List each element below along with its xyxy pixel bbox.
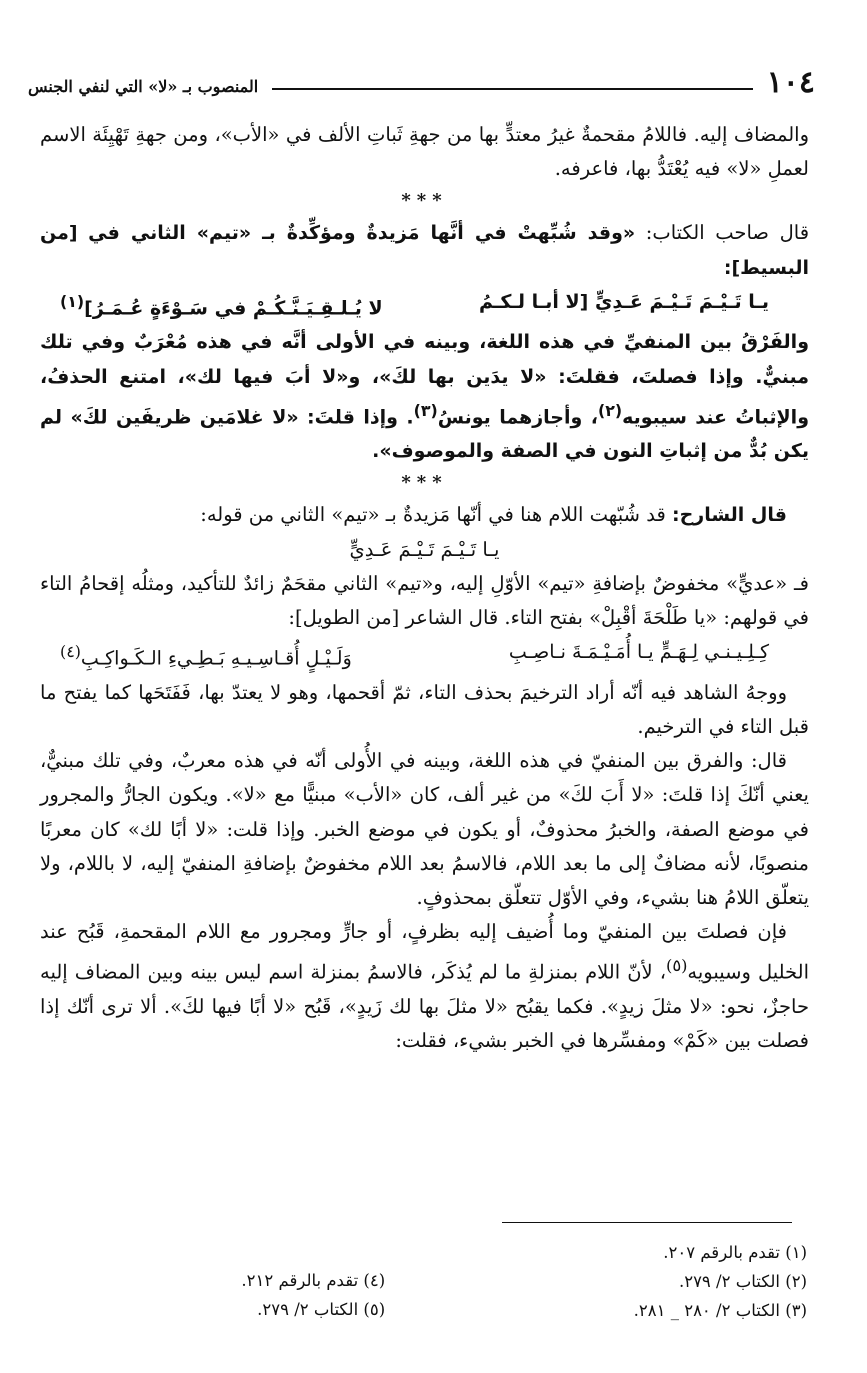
commentary-intro (40, 498, 809, 532)
page-header (28, 58, 815, 98)
footnote-5: (٥) الكتاب ٢/ ٢٧٩. (257, 1300, 386, 1319)
p1-line2: تَهْيِئَة الاسم لعملِ «لا» فيه يُعْتَدُّ بها، فاعرفه. (40, 123, 809, 181)
header-rule (272, 88, 752, 90)
paragraph-5: قال: والفرق بين المنفيّ في هذه اللغة، وبينه في الأُولى أنّه في هذه معربٌ، وفي تلك مبنيٌّ، يعني أنّكَ إذا قلتَ: «لا أَبَ لكَ» من غير ألف، كان «الأب» مبنيًّا مع «لا». ويكون الجارُّ والمجرور في موضع الصفة، والخبرُ محذوفٌ، أو يكون في موضع الخبر. وإذا قلت: «لا أبًا لك» كان معربًا منصوبًا، لأنه مضافٌ إلى ما بعد اللام، فالاسمُ بعد اللام مخفوضٌ بإضافةِ المنفيّ إليه، لا باللام، ولا يتعلّق اللامُ هنا بشيء، وفي الأوّل تتعلّق بمحذوفٍ. (40, 749, 809, 910)
verse-3 (40, 635, 809, 676)
verse3-first-hemistich: كِـلِـيـنـي لِـهَـمٍّ يـا أُمَـيْـمَـةَ نـاصِـبِ (508, 641, 769, 664)
footnotes-column-right (385, 1238, 807, 1325)
footnote-1: (١) تقدم بالرقم ٢٠٧. (663, 1243, 807, 1262)
page-number: ١٠٤ (766, 65, 815, 100)
quote-meter: [من البسيط]: (40, 222, 809, 279)
book-quote (40, 216, 809, 284)
footnote-3: (٣) الكتاب ٢/ ٢٨٠ _ ٢٨١. (633, 1301, 807, 1320)
footnotes-column-left (40, 1238, 385, 1325)
p1-line1: والمضاف إليه. فاللامُ مقحمةٌ غيرُ معتدٍّ بها من جهةِ ثَباتِ الألف في «الأب»، ومن جهةِ (135, 123, 810, 146)
footnote-4: (٤) تقدم بالرقم ٢١٢. (241, 1271, 386, 1290)
paragraph-6 (40, 915, 809, 1058)
quote-bold: «وقد شُبِّهتْ في أنَّها مَزيدةٌ ومؤكِّدةٌ بـ «تيم» الثاني في (88, 222, 636, 245)
footnote-2: (٢) الكتاب ٢/ ٢٧٩. (678, 1272, 807, 1291)
footnote-ref-1: (١) (60, 291, 85, 311)
quote-intro: قال صاحب الكتاب: (635, 221, 810, 245)
footnote-ref-2: (٢) (597, 400, 623, 420)
paragraph-4: ووجهُ الشاهد فيه أنّه أراد الترخيمَ بحذف التاء، ثمّ أقحمها، وهو لا يعتدّ بها، فَفَتَحَها كما يفتح ما قبل التاء في الترخيم. (40, 680, 809, 739)
verse1-first-hemistich: يـا تَـيْـمَ تَـيْـمَ عَـدِيٍّ [لا أبـا لـكـمُ (478, 290, 769, 313)
running-title: المنصوب بـ «لا» التي لنفي الجنس (28, 77, 259, 96)
p2-text-c: . وإذا قلتَ: «لا غلامَين ظريفَين لكَ» لم يكن بُدٌّ من إثباتِ النون في الصفة والموصوف». (40, 406, 809, 463)
section-separator-2: *** (401, 472, 448, 494)
p6-text-b: ، لأنّ اللام بمنزلةِ ما لم يُذكَر، فالاسمُ بمنزلة اسم ليس بينه وبين المضاف إليه حاجزٌ، نحو: «لا مثلَ زيدٍ». فكما يقبُح «لا مثلَ بها لك زَيدٍ»، قَبُح «لا أبًا فيها لكَ». ألا ترى أنّك إذا فصلت بين «كَمْ» ومفسِّرها في الخبر بشيء، فقلت: (40, 960, 809, 1053)
p2-text-b: ، وأجازهما يونسُ (437, 406, 598, 429)
footnote-ref-4: (٤) (60, 642, 81, 662)
verse3-second-hemistich: وَلَـيْـلٍ أُقـاسِـيـهِ بَـطِـيءِ الـكَـواكِـبِ (80, 647, 352, 670)
paragraph-3: فـ «عديٍّ» مخفوضٌ بإضافةِ «تيم» الأوّلِ إليه، و«تيم» الثاني مقحَمٌ زائدٌ للتأكيد، ومثلُه إقحامُ التاء في قولهم: «يا طَلْحَةَ أقْبِلْ» بفتح التاء. قال الشاعر [من الطويل]: (40, 571, 809, 630)
commentary-intro-text: قد شُبّهت اللام هنا في أنّها مَزيدةٌ بـ «تيم» الثاني من قوله: (200, 503, 672, 527)
verse1-second-hemistich: لا يُـلـقِـيَـنَّـكُـمْ في سَـوْءَةٍ عُـمَـرُ] (84, 297, 383, 320)
verse-2: يـا تَـيْـمَ تَـيْـمَ عَـدِيٍّ (349, 537, 500, 561)
footnotes (40, 1238, 807, 1325)
paragraph-2 (40, 325, 809, 468)
footnote-ref-5: (٥) (666, 956, 688, 976)
section-separator: *** (401, 190, 448, 212)
p2-text: والفَرْقُ بين المنفيِّ في هذه اللغة، وبينه في الأولى أنَّه في هذه مُعْرَبٌ وفي تلك مبنيٌّ. وإذا فصلتَ، فقلتَ: «لا يدَين بها لكَ»، و«لا أبَ فيها لك»، امتنع الحذفُ، والإثباتُ عند سيبويه (40, 331, 810, 429)
footnote-rule (502, 1222, 792, 1223)
commentator-label: قال الشارح: (671, 504, 787, 527)
paragraph-1 (40, 118, 809, 186)
footnote-ref-3: (٣) (413, 400, 438, 420)
verse-1 (40, 285, 809, 326)
main-text (40, 118, 809, 1059)
p6-text-a: فإن فصلتَ بين المنفيّ وما أُضيف إليه بظرفٍ، أو جارٍّ ومجرور مع اللام المقحمةِ، قَبُح عند الخليل وسيبويه (40, 920, 810, 984)
